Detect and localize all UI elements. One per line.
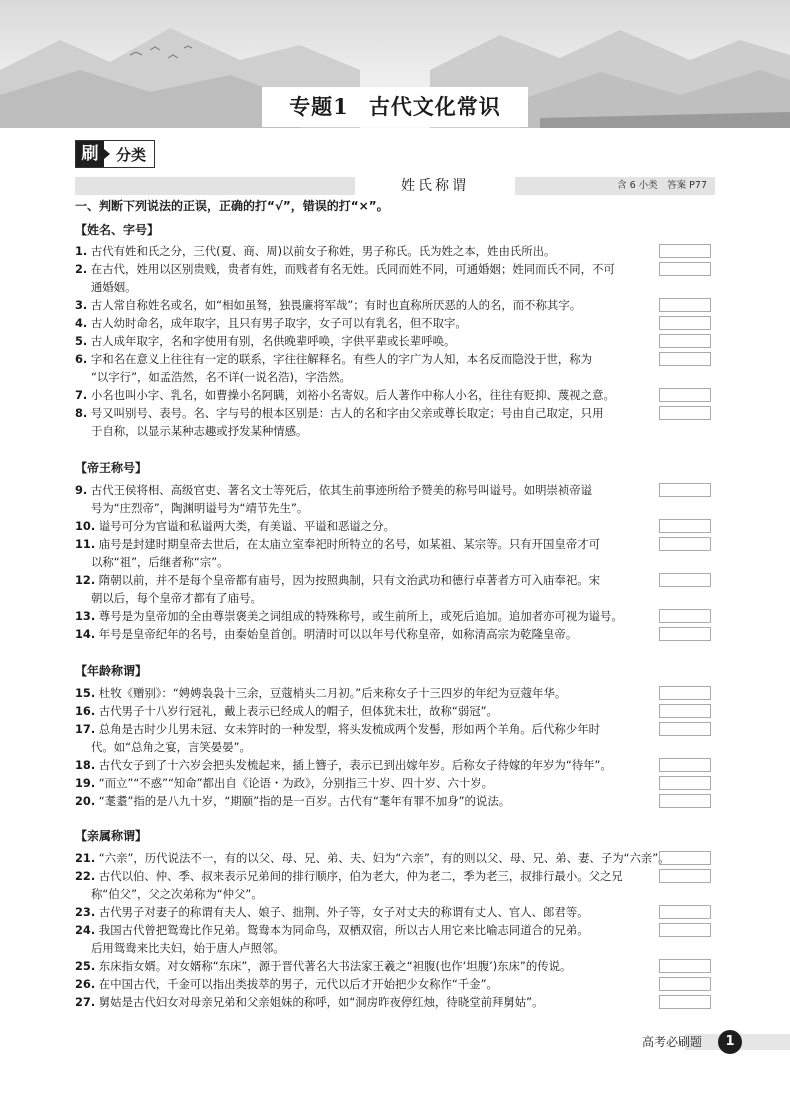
answer-box[interactable] — [659, 794, 711, 808]
question-number: 25. — [75, 959, 96, 973]
arrow-icon — [104, 149, 110, 159]
answer-box[interactable] — [659, 483, 711, 497]
answer-box[interactable] — [659, 519, 711, 533]
question-item — [75, 314, 655, 332]
question-line — [75, 481, 655, 499]
question-line — [75, 260, 655, 278]
answer-box[interactable] — [659, 959, 711, 973]
question-line — [75, 350, 655, 368]
question-line — [75, 404, 655, 422]
question-number: 17. — [75, 722, 96, 736]
question-text: 号又叫别号、表号。名、字与号的根本区别是：古人的名和字由父亲或尊长取定；号由自己取定，只用 — [87, 406, 604, 420]
question-line — [75, 957, 655, 975]
question-item — [75, 481, 655, 517]
category-badge — [75, 140, 155, 168]
question-item — [75, 849, 670, 867]
question-line — [75, 242, 655, 260]
question-number: 3. — [75, 298, 88, 312]
question-number: 6. — [75, 352, 88, 366]
question-number: 24. — [75, 923, 96, 937]
question-line — [75, 702, 655, 720]
question-line: 称“伯父”，父之次弟称为“仲父”。 — [91, 887, 263, 901]
question-number: 7. — [75, 388, 88, 402]
question-number: 5. — [75, 334, 88, 348]
question-text: 古代男子十八岁行冠礼，戴上表示已经成人的帽子，但体犹未壮，故称“弱冠”。 — [95, 704, 498, 718]
question-number: 18. — [75, 758, 96, 772]
page-number: 1 — [718, 1030, 742, 1054]
question-line: 朝以后，每个皇帝才都有了庙号。 — [91, 591, 262, 605]
question-text: 隋朝以前，并不是每个皇帝都有庙号，因为按照典制，只有文治武功和德行卓著者方可入庙奉祀。宋 — [95, 573, 600, 587]
question-item — [75, 975, 655, 993]
page-title — [262, 87, 528, 127]
section-header — [75, 177, 715, 195]
question-number: 16. — [75, 704, 96, 718]
answer-box[interactable] — [659, 722, 711, 736]
question-line — [75, 314, 655, 332]
question-line — [75, 774, 655, 792]
question-text: 小名也叫小字、乳名，如曹操小名阿瞒，刘裕小名寄奴。后人著作中称人小名，往往有贬抑、蔑视之意。 — [87, 388, 615, 402]
question-line: 于自称，以显示某种志趣或抒发某种情感。 — [91, 424, 308, 438]
question-text: 在古代，姓用以区别贵贱，贵者有姓，而贱者有名无姓。氏同而姓不同，可通婚姻；姓同而氏不同，不可 — [87, 262, 615, 276]
question-number: 22. — [75, 869, 96, 883]
question-line — [75, 571, 655, 589]
question-item — [75, 571, 655, 607]
question-number: 4. — [75, 316, 88, 330]
question-line — [75, 386, 655, 404]
question-number: 10. — [75, 519, 96, 533]
question-text: 谥号可分为官谥和私谥两大类，有美谥、平谥和恶谥之分。 — [95, 519, 395, 533]
answer-box[interactable] — [659, 923, 711, 937]
question-item — [75, 903, 655, 921]
question-item — [75, 517, 655, 535]
question-line: 通婚姻。 — [91, 280, 137, 294]
question-line — [75, 792, 655, 810]
answer-box[interactable] — [659, 262, 711, 276]
question-text: 东床指女婿。对女婿称“东床”，源于晋代著名大书法家王羲之“袒腹(也作‘坦腹’)东床”的传说。 — [95, 959, 572, 973]
answer-box[interactable] — [659, 244, 711, 258]
answer-box[interactable] — [659, 851, 711, 865]
question-line: 代。如“总角之宴，言笑晏晏”。 — [91, 740, 251, 754]
question-item — [75, 774, 655, 792]
question-text: “耄耋”指的是八九十岁，“期颐”指的是一百岁。古代有“耄年有罪不加身”的说法。 — [95, 794, 511, 808]
question-item — [75, 921, 655, 957]
question-line — [75, 921, 655, 939]
answer-box[interactable] — [659, 977, 711, 991]
question-text: 古代女子到了十六岁会把头发梳起来，插上簪子，表示已到出嫁年岁。后称女子待嫁的年岁为“待年”。 — [95, 758, 612, 772]
question-line — [75, 993, 655, 1011]
question-line — [75, 849, 670, 867]
question-number: 8. — [75, 406, 88, 420]
question-line — [75, 625, 655, 643]
question-text: 古代有姓和氏之分，三代(夏、商、周)以前女子称姓，男子称氏。氏为姓之本，姓由氏所出。 — [87, 244, 556, 258]
question-item — [75, 792, 655, 810]
question-line — [75, 517, 655, 535]
question-item — [75, 607, 655, 625]
question-text: 尊号是为皇帝加的全由尊崇褒美之词组成的特殊称号，或生前所上，或死后追加。追加者亦可视为谥号。 — [95, 609, 623, 623]
question-number: 1. — [75, 244, 88, 258]
answer-box[interactable] — [659, 776, 711, 790]
question-line — [75, 720, 655, 738]
answer-box[interactable] — [659, 316, 711, 330]
question-text: 杜牧《赠别》：“娉娉袅袅十三余，豆蔻梢头二月初。”后来称女子十三四岁的年纪为豆蔻年华。 — [95, 686, 567, 700]
question-number: 23. — [75, 905, 96, 919]
question-text: “六亲”，历代说法不一，有的以父、母、兄、弟、夫、妇为“六亲”，有的则以父、母、兄、弟、妻、子为“六亲”。 — [95, 851, 670, 865]
answer-box[interactable] — [659, 758, 711, 772]
question-line — [75, 903, 655, 921]
answer-box[interactable] — [659, 298, 711, 312]
question-line: “以字行”，如孟浩然，名不详(一说名浩)，字浩然。 — [91, 370, 351, 384]
question-item — [75, 867, 655, 903]
section-meta: 含 6 小类 答案 P77 — [617, 180, 707, 191]
question-line — [75, 332, 655, 350]
question-item — [75, 296, 655, 314]
answer-box[interactable] — [659, 537, 711, 551]
question-line — [75, 296, 655, 314]
question-number: 12. — [75, 573, 96, 587]
question-number: 21. — [75, 851, 96, 865]
answer-box[interactable] — [659, 573, 711, 587]
question-text: 古代以伯、仲、季、叔来表示兄弟间的排行顺序，伯为老大，仲为老二，季为老三，叔排行最小。父之兄 — [95, 869, 623, 883]
question-item — [75, 260, 655, 296]
question-text: 古代男子对妻子的称谓有夫人、娘子、拙荆、外子等，女子对丈夫的称谓有丈人、官人、郎君等。 — [95, 905, 589, 919]
question-item — [75, 332, 655, 350]
question-line — [75, 975, 655, 993]
question-text: 年号是皇帝纪年的名号，由秦始皇首创。明清时可以以年号代称皇帝，如称清高宗为乾隆皇帝。 — [95, 627, 578, 641]
question-item — [75, 625, 655, 643]
question-item — [75, 535, 655, 571]
answer-box[interactable] — [659, 995, 711, 1009]
shua-icon: 刷 — [76, 141, 104, 167]
answer-box[interactable] — [659, 609, 711, 623]
question-line: 号为“庄烈帝”，陶渊明谥号为“靖节先生”。 — [91, 501, 309, 515]
category-heading: 【帝王称号】 — [75, 461, 148, 475]
question-text: 庙号是封建时期皇帝去世后，在太庙立室奉祀时所特立的名号，如某祖、某宗等。只有开国皇帝才可 — [95, 537, 600, 551]
question-text: “而立”“不惑”“知命”都出自《论语・为政》，分别指三十岁、四十岁、六十岁。 — [95, 776, 494, 790]
question-number: 20. — [75, 794, 96, 808]
question-item — [75, 993, 655, 1011]
question-item — [75, 404, 655, 440]
question-line — [75, 684, 655, 702]
category-heading: 【年龄称谓】 — [75, 664, 148, 678]
topic-label: 专题1 — [289, 94, 349, 119]
question-number: 9. — [75, 483, 88, 497]
category-heading: 【亲属称谓】 — [75, 829, 148, 843]
question-text: 总角是古时少儿男未冠、女未笄时的一种发型，将头发梳成两个发髻，形如两个羊角。后代称少年时 — [95, 722, 600, 736]
question-text: 我国古代曾把鸳鸯比作兄弟。鸳鸯本为同命鸟，双栖双宿，所以古人用它来比喻志同道合的兄弟。 — [95, 923, 589, 937]
question-item — [75, 684, 655, 702]
question-text: 字和名在意义上往往有一定的联系，字往往解释名。有些人的字广为人知，本名反而隐没于世，称为 — [87, 352, 593, 366]
answer-box[interactable] — [659, 704, 711, 718]
question-number: 13. — [75, 609, 96, 623]
question-number: 11. — [75, 537, 96, 551]
question-text: 古人常自称姓名或名，如“相如虽驽，独畏廉将军哉”；有时也直称所厌恶的人的名，而不称其字。 — [87, 298, 582, 312]
question-text: 古人成年取字，名和字使用有别，名供晚辈呼唤，字供平辈或长辈呼唤。 — [87, 334, 456, 348]
question-line — [75, 867, 655, 885]
question-number: 14. — [75, 627, 96, 641]
question-number: 2. — [75, 262, 88, 276]
section-title: 姓氏称谓 — [355, 177, 515, 195]
question-item — [75, 350, 655, 386]
question-number: 19. — [75, 776, 96, 790]
category-heading: 【姓名、字号】 — [75, 223, 160, 237]
answer-box[interactable] — [659, 406, 711, 420]
question-item — [75, 702, 655, 720]
question-line: 后用鸳鸯来比夫妇，始于唐人卢照邻。 — [91, 941, 285, 955]
topic-title: 古代文化常识 — [368, 94, 501, 119]
question-item — [75, 756, 655, 774]
question-number: 27. — [75, 995, 96, 1009]
question-line — [75, 535, 655, 553]
answer-box[interactable] — [659, 334, 711, 348]
question-text: 舅姑是古代妇女对母亲兄弟和父亲姐妹的称呼，如“洞房昨夜停红烛，待晓堂前拜舅姑”。 — [95, 995, 544, 1009]
question-item — [75, 386, 655, 404]
question-text: 在中国古代，千金可以指出类拔萃的男子，元代以后才开始把少女称作“千金”。 — [95, 977, 498, 991]
question-number: 26. — [75, 977, 96, 991]
answer-box[interactable] — [659, 905, 711, 919]
question-item — [75, 720, 655, 756]
answer-box[interactable] — [659, 627, 711, 641]
answer-box[interactable] — [659, 352, 711, 366]
footer-label: 高考必刷题 — [642, 1035, 703, 1049]
question-line: 以称“祖”，后继者称“宗”。 — [91, 555, 229, 569]
badge-label: 分类 — [116, 145, 147, 164]
question-text: 古代王侯将相、高级官吏、著名文士等死后，依其生前事迹所给予赞美的称号叫谥号。如明崇祯帝谥 — [87, 483, 593, 497]
question-line — [75, 756, 655, 774]
answer-box[interactable] — [659, 686, 711, 700]
question-item — [75, 242, 655, 260]
answer-box[interactable] — [659, 388, 711, 402]
question-number: 15. — [75, 686, 96, 700]
question-item — [75, 957, 655, 975]
question-line — [75, 607, 655, 625]
instruction-text: 一、判断下列说法的正误，正确的打“√”，错误的打“×”。 — [75, 199, 389, 213]
answer-box[interactable] — [659, 869, 711, 883]
question-text: 古人幼时命名，成年取字，且只有男子取字，女子可以有乳名，但不取字。 — [87, 316, 467, 330]
